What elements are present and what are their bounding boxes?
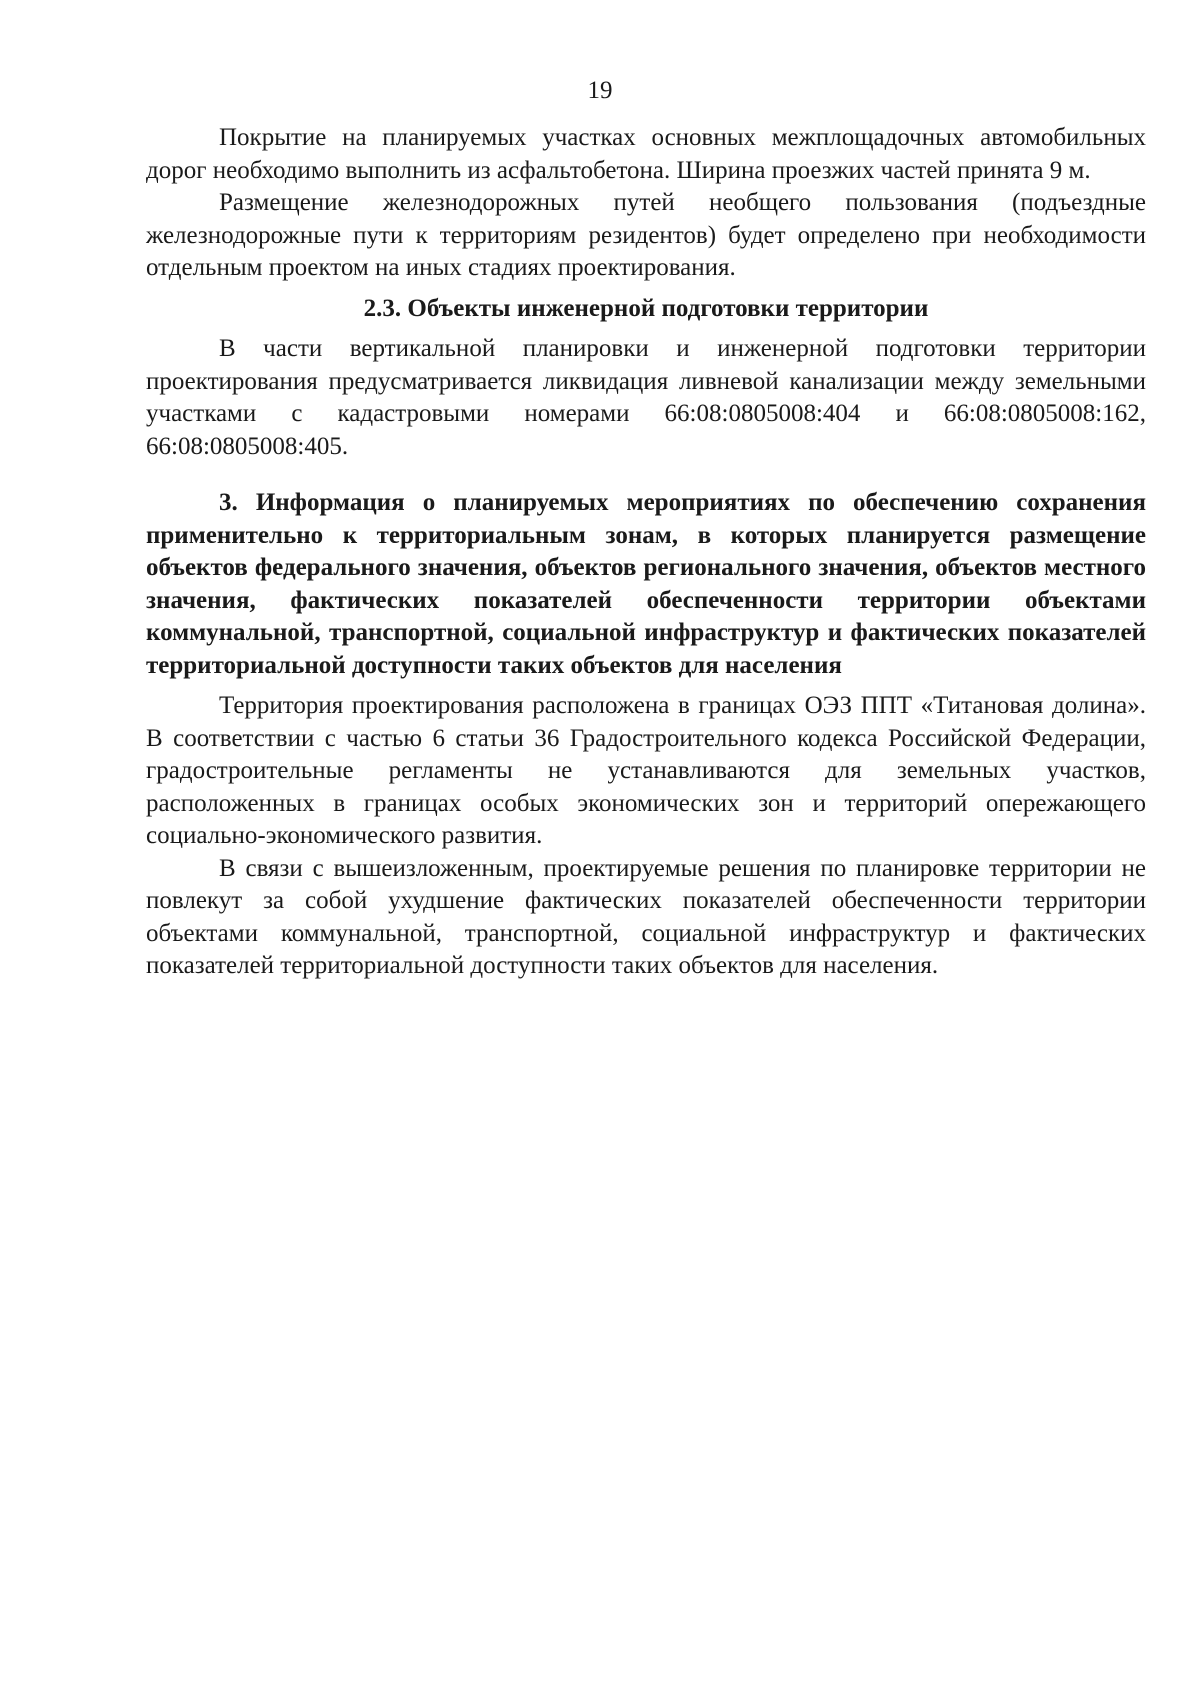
paragraph-road-surface: Покрытие на планируемых участках основных межплощадочных автомобильных дорог необходимо выполнить из асфальтобетона. Ширина проезжих частей принята 9 м. [146, 124, 1146, 184]
section-3-heading: 3. Информация о планируемых мероприятиях по обеспечению сохранения применительно к территориальным зонам, в которых планируется размещение объектов федерального значения, объектов регионального значения, объектов местного значения, фактических показателей обеспеченности территории объектами коммунальной, транспортной, социальной инфраструктур и фактических показателей территориальной доступности таких объектов для населения [146, 489, 1146, 679]
paragraph-engineering-preparation: В части вертикальной планировки и инженерной подготовки территории проектирования предусматривается ликвидация ливневой канализации между земельными участками с кадастровыми номерами 66:08:0805008:404 и 66:08:0805008:162, 66:08:0805008:405. [146, 335, 1146, 460]
paragraph-railway-placement: Размещение железнодорожных путей необщего пользования (подъездные железнодорожные пути к территориям резидентов) будет определено при необходимости отдельным проектом на иных стадиях проектирования. [146, 189, 1146, 281]
section-2-3-heading: 2.3. Объекты инженерной подготовки территории [363, 294, 929, 322]
paragraph-territory-location: Территория проектирования расположена в границах ОЭЗ ППТ «Титановая долина». В соответствии с частью 6 статьи 36 Градостроительного кодекса Российской Федерации, градостроительные регламенты не устанавливаются для земельных участков, расположенных в границах особых экономических зон и территорий опережающего социально-экономического развития. [146, 692, 1146, 849]
page-content [146, 122, 1146, 983]
paragraph-conclusion: В связи с вышеизложенным, проектируемые решения по планировке территории не повлекут за собой ухудшение фактических показателей обеспеченности территории объектами коммунальной, транспортной, социальной инфраструктур и фактических показателей территориальной доступности таких объектов для населения. [146, 854, 1146, 979]
page-number: 19 [587, 77, 613, 104]
